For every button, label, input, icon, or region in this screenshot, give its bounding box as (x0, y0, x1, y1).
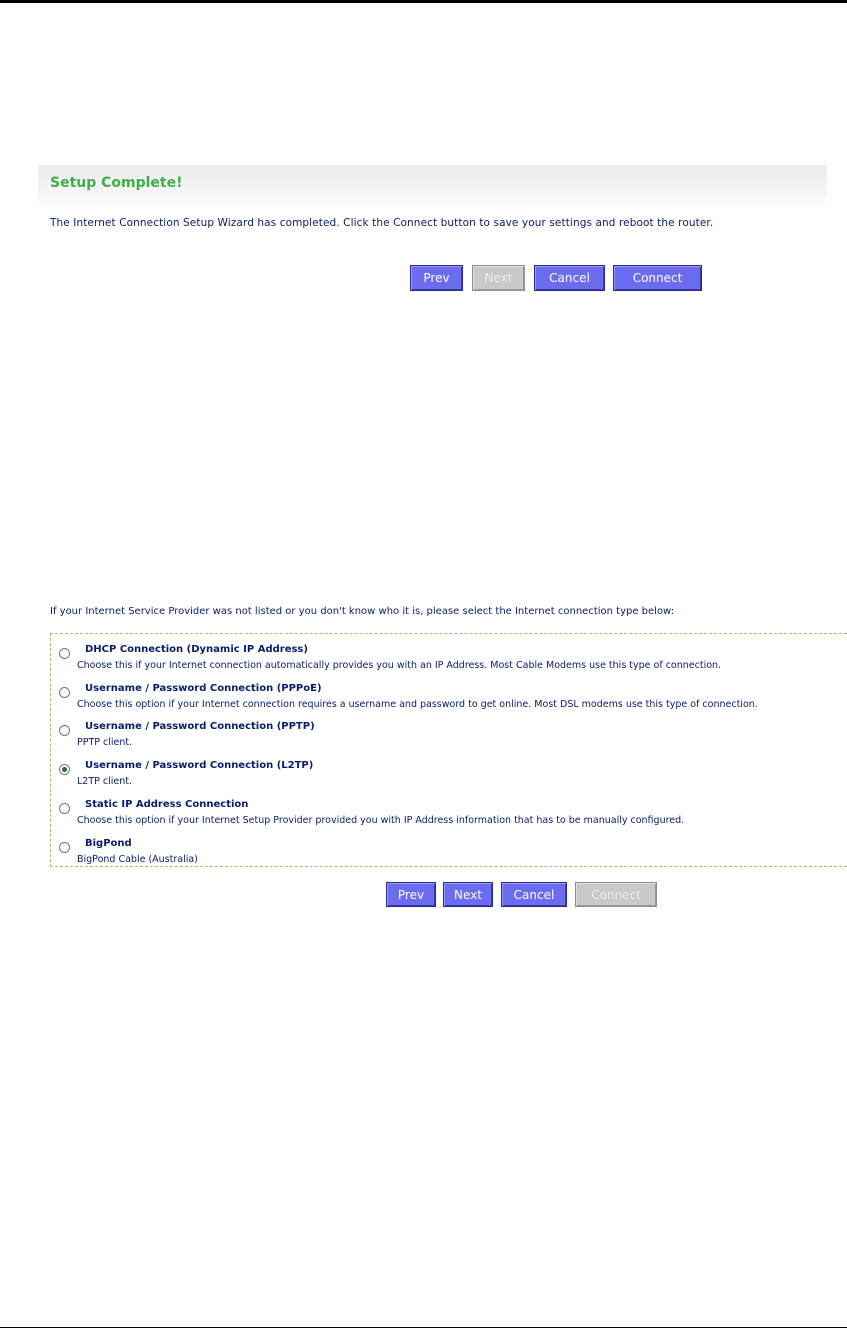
radio-static-ip[interactable] (59, 803, 70, 814)
radio-pppoe[interactable] (59, 687, 70, 698)
option-pppoe[interactable] (51, 678, 847, 716)
radio-pptp[interactable] (59, 725, 70, 736)
option-title: Static IP Address Connection (85, 799, 249, 810)
cancel-button-2[interactable]: Cancel (501, 882, 567, 907)
option-pptp[interactable] (51, 716, 847, 754)
option-description: Choose this if your Internet connection automatically provides you with an IP Address. Most Cable Modems use this type of connection. (77, 660, 722, 671)
connect-button[interactable]: Connect (613, 265, 702, 291)
option-title: Username / Password Connection (PPTP) (85, 721, 315, 732)
connection-type-list (50, 633, 847, 867)
radio-dot (62, 767, 67, 772)
option-title: BigPond (85, 838, 132, 849)
radio-l2tp[interactable] (59, 764, 70, 775)
option-dhcp[interactable] (51, 639, 847, 677)
prev-button-2[interactable]: Prev (386, 882, 436, 907)
next-button[interactable]: Next (472, 265, 525, 291)
option-description: L2TP client. (77, 776, 133, 787)
next-button-2[interactable]: Next (443, 882, 493, 907)
setup-complete-title: Setup Complete! (50, 175, 183, 191)
setup-complete-header (38, 165, 827, 209)
prev-button[interactable]: Prev (410, 265, 463, 291)
option-title: Username / Password Connection (L2TP) (85, 760, 314, 771)
bottom-rule (0, 1327, 847, 1328)
option-bigpond[interactable] (51, 833, 847, 871)
option-title: Username / Password Connection (PPPoE) (85, 683, 322, 694)
connection-type-instruction: If your Internet Service Provider was not listed or you don't know who it is, please select the Internet connection type below: (50, 606, 675, 617)
option-description: Choose this option if your Internet Setup Provider provided you with IP Address information that has to be manually configured. (77, 815, 685, 826)
radio-dhcp[interactable] (59, 648, 70, 659)
top-rule (0, 0, 847, 3)
cancel-button[interactable]: Cancel (534, 265, 605, 291)
connect-button-2[interactable]: Connect (575, 882, 657, 907)
radio-bigpond[interactable] (59, 842, 70, 853)
setup-complete-message: The Internet Connection Setup Wizard has completed. Click the Connect button to save your settings and reboot the router. (50, 217, 714, 229)
option-description: PPTP client. (77, 737, 133, 748)
option-description: Choose this option if your Internet connection requires a username and password to get online. Most DSL modems use this type of connection. (77, 699, 758, 710)
option-l2tp[interactable] (51, 755, 847, 793)
option-static-ip[interactable] (51, 794, 847, 832)
option-description: BigPond Cable (Australia) (77, 854, 198, 865)
option-title: DHCP Connection (Dynamic IP Address) (85, 644, 308, 655)
